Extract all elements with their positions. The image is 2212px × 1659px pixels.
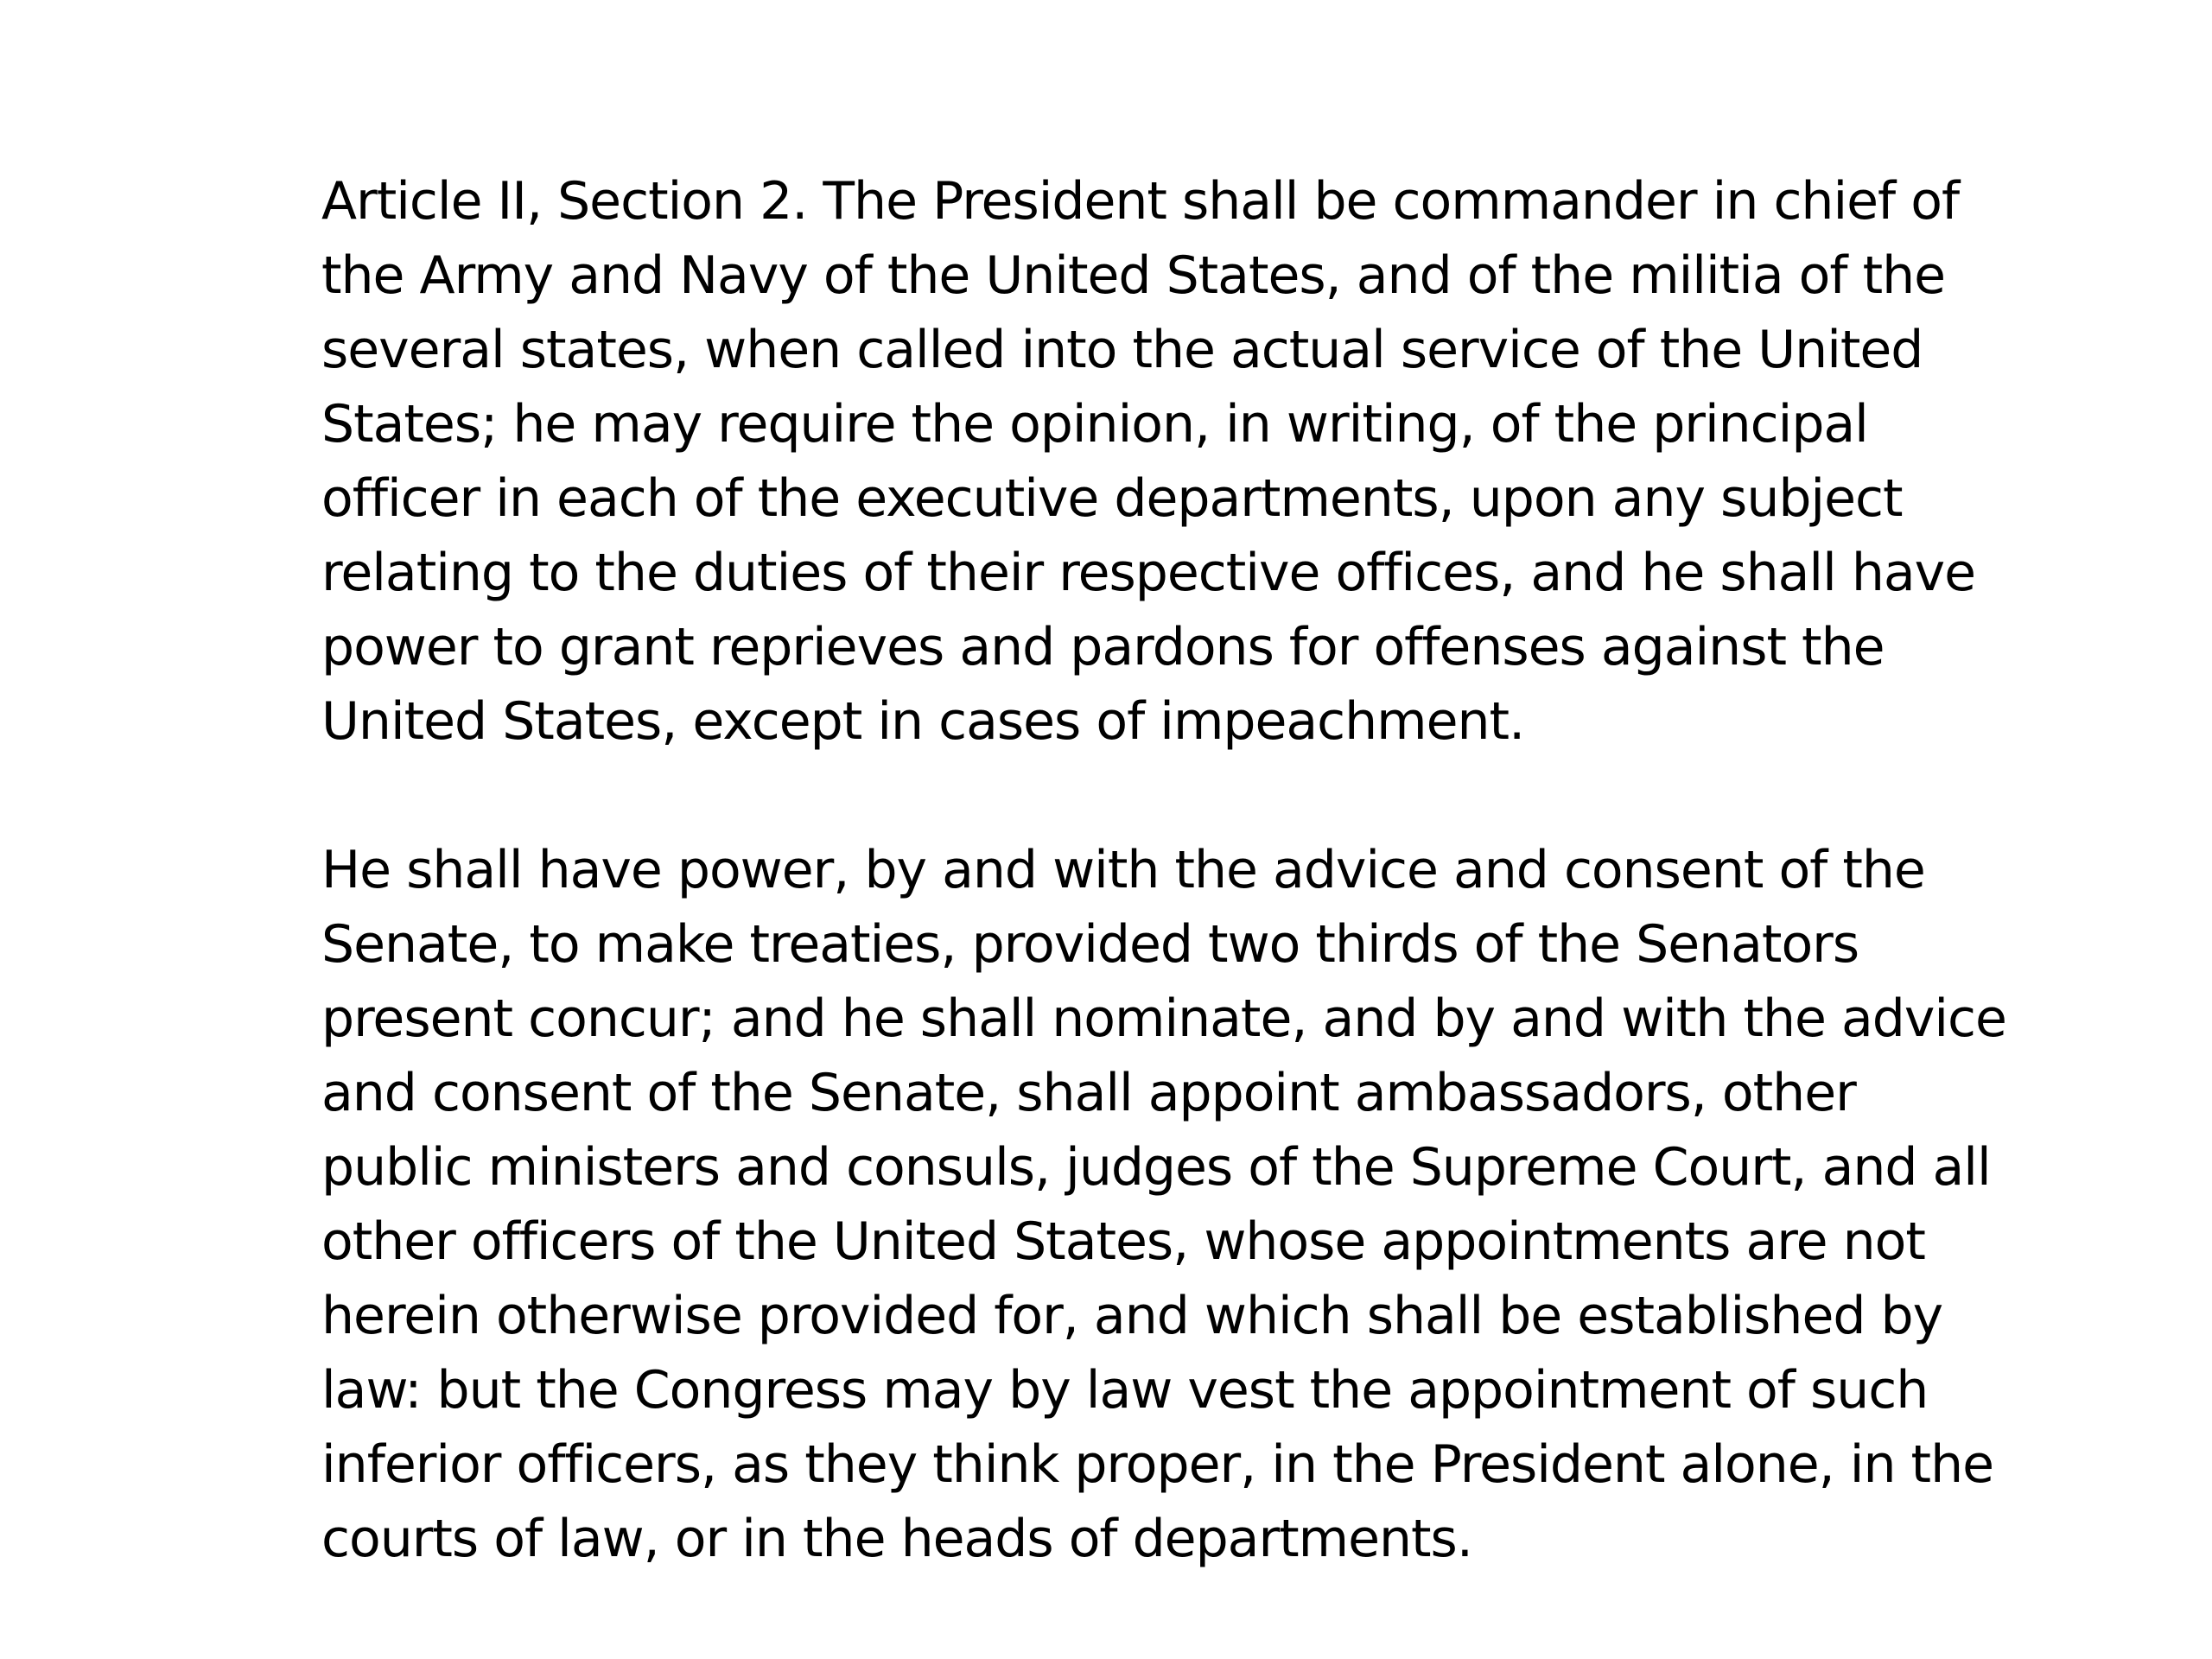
article-text-block bbox=[321, 164, 2015, 1576]
text-line: United States, except in cases of impeachment. bbox=[321, 691, 1525, 752]
text-line: relating to the duties of their respective offices, and he shall have bbox=[321, 543, 1976, 603]
text-line: herein otherwise provided for, and which shall be established by bbox=[321, 1286, 1943, 1346]
text-line: States; he may require the opinion, in writing, of the principal bbox=[321, 394, 1868, 454]
text-line: power to grant reprieves and pardons for offenses against the bbox=[321, 617, 1885, 677]
text-line: courts of law, or in the heads of departments. bbox=[321, 1509, 1472, 1569]
paragraph-treaties-appointments bbox=[321, 833, 2015, 1576]
text-line: several states, when called into the actual service of the United bbox=[321, 320, 1923, 380]
text-line: the Army and Navy of the United States, and of the militia of the bbox=[321, 245, 1946, 306]
text-line: He shall have power, by and with the advice and consent of the bbox=[321, 840, 1925, 900]
text-line: Senate, to make treaties, provided two thirds of the Senators bbox=[321, 914, 1859, 975]
text-line: other officers of the United States, whose appointments are not bbox=[321, 1211, 1925, 1272]
paragraph-commander-in-chief bbox=[321, 164, 2015, 759]
text-line: present concur; and he shall nominate, and by and with the advice bbox=[321, 988, 2006, 1049]
text-line: and consent of the Senate, shall appoint ambassadors, other bbox=[321, 1063, 1856, 1123]
text-line: officer in each of the executive departments, upon any subject bbox=[321, 468, 1903, 529]
text-line: law: but the Congress may by law vest the appointment of such bbox=[321, 1360, 1929, 1421]
text-line: public ministers and consuls, judges of the Supreme Court, and all bbox=[321, 1137, 1991, 1198]
text-line: inferior officers, as they think proper, in the President alone, in the bbox=[321, 1434, 1994, 1495]
text-line: Article II, Section 2. The President shall be commander in chief of bbox=[321, 171, 1960, 232]
